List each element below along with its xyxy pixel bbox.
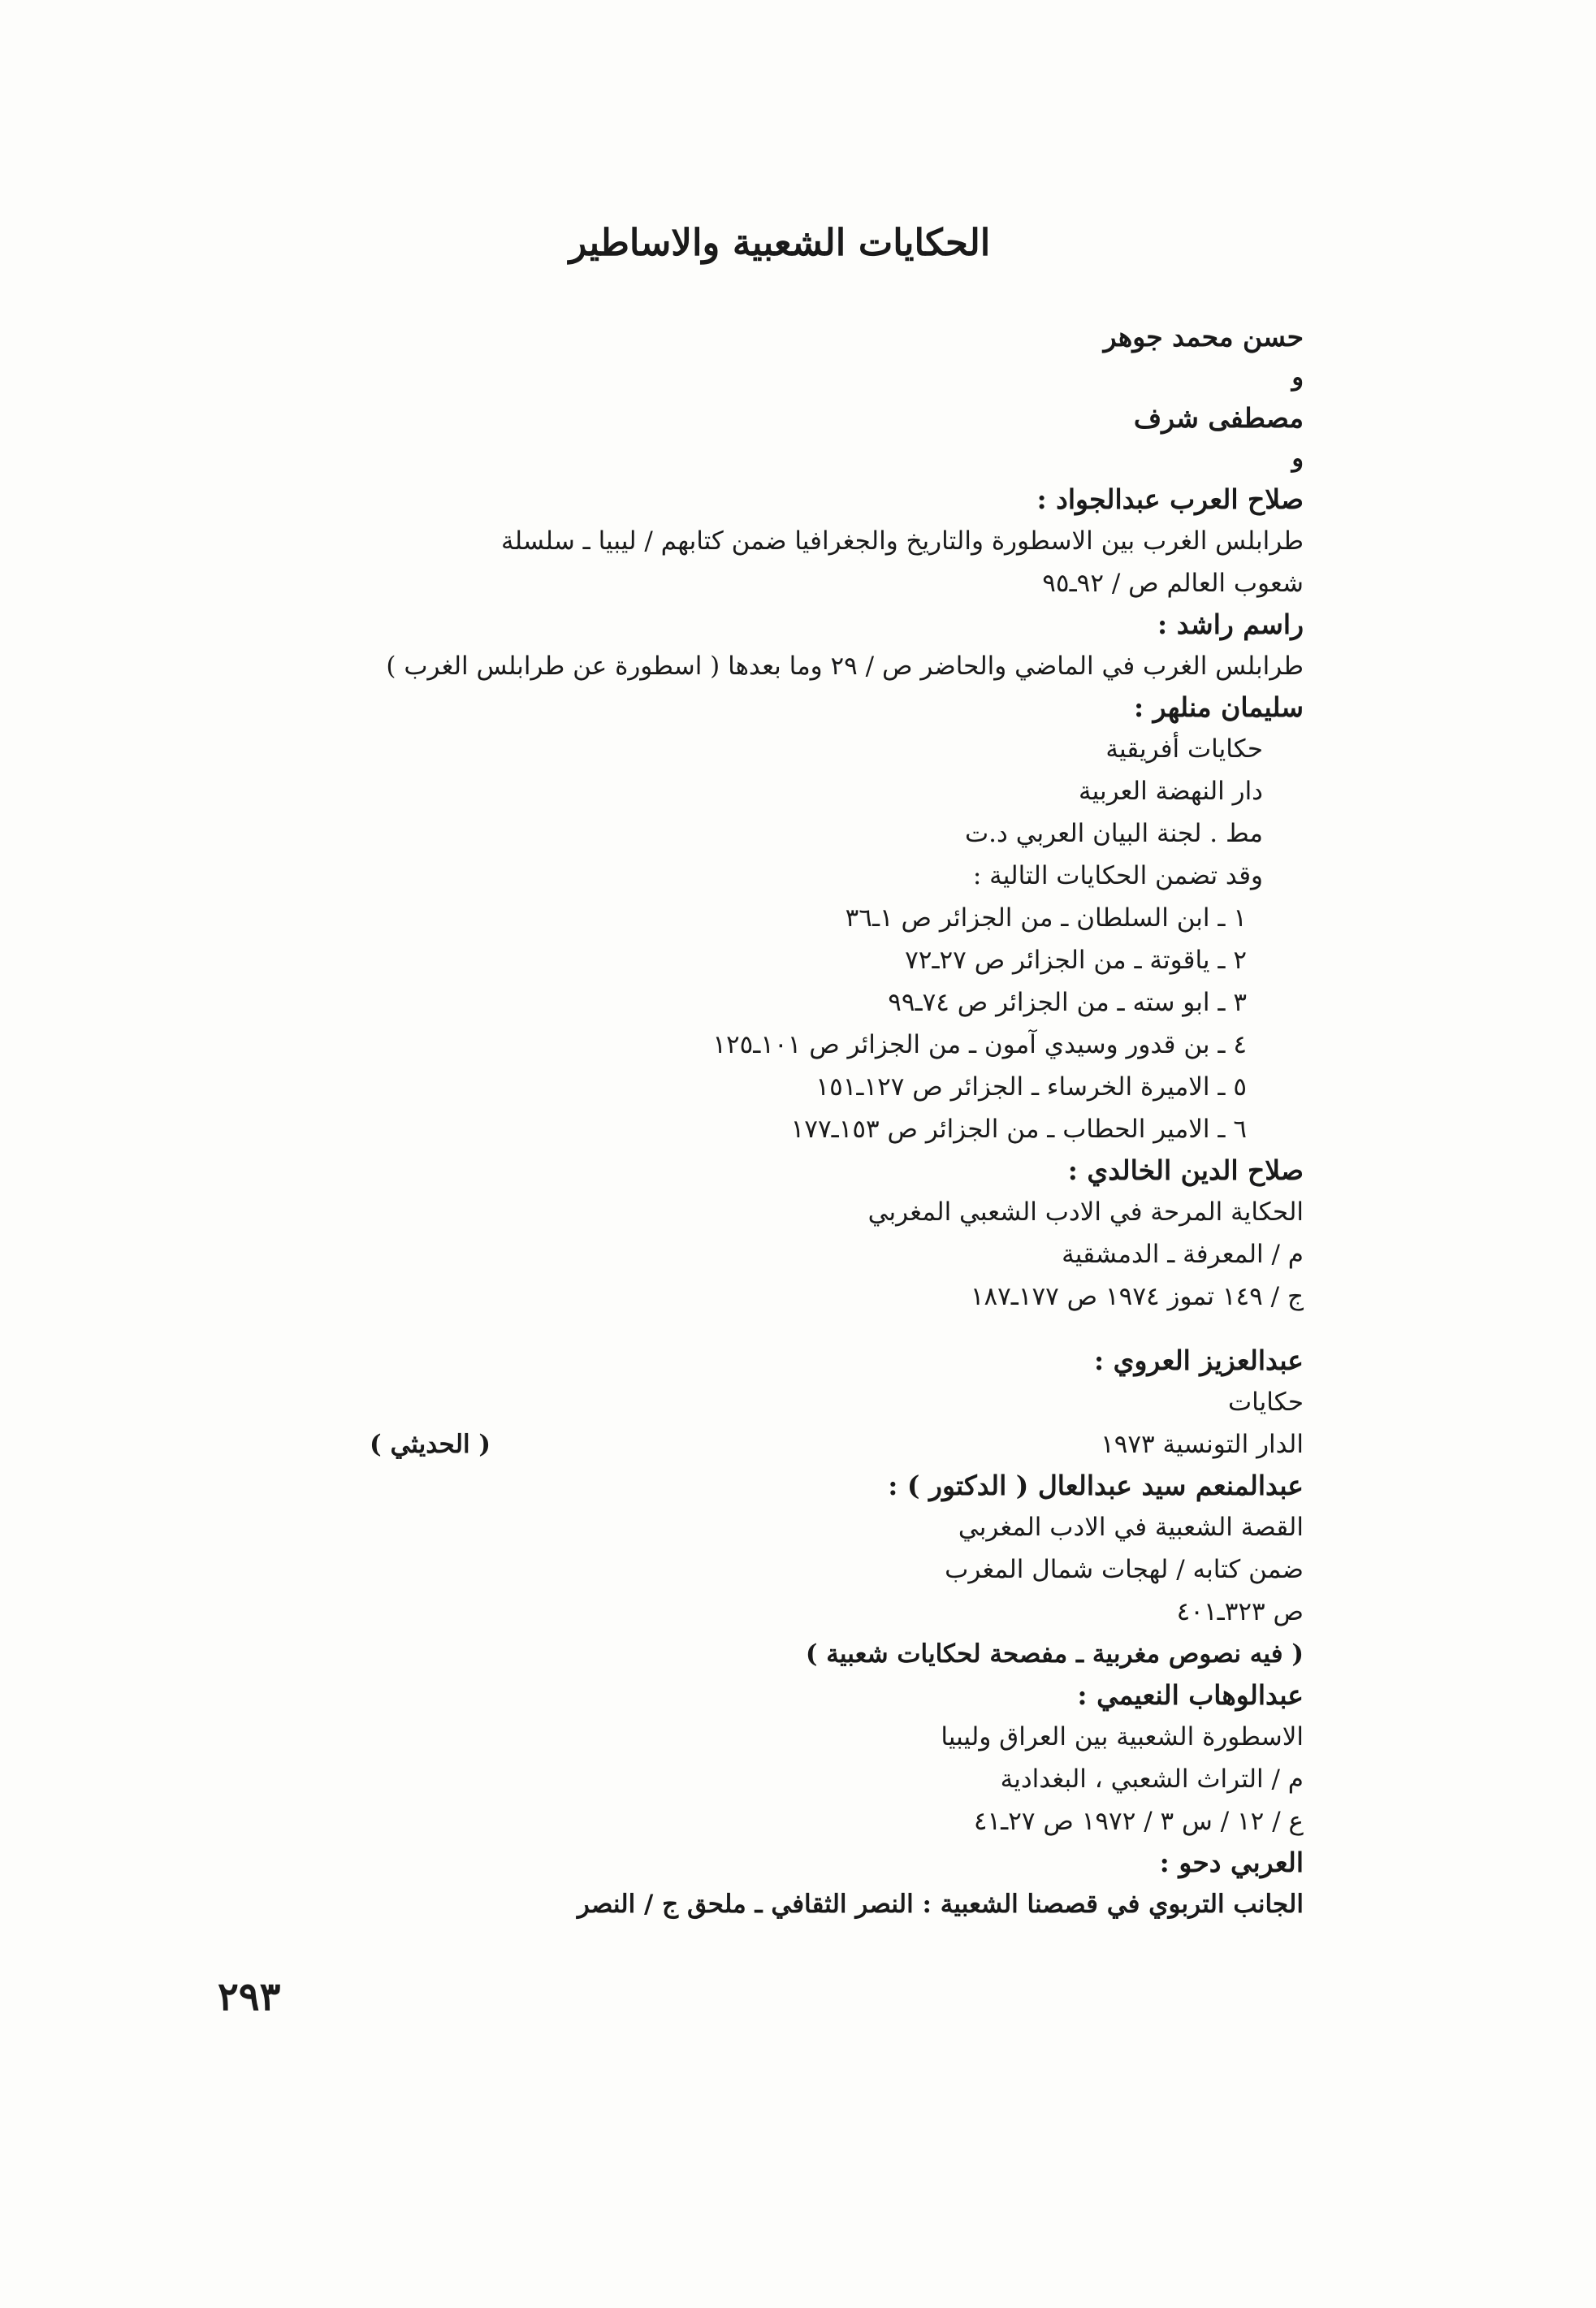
entry-author: راسم راشد :	[1157, 608, 1304, 640]
entry-author: عبدالوهاب النعيمي :	[1077, 1679, 1304, 1711]
entry-author: عبدالمنعم سيد عبدالعال ( الدكتور ) :	[888, 1470, 1304, 1501]
entry-author: عبدالعزيز العروي :	[1094, 1345, 1304, 1376]
entry-detail: ضمن كتابه / لهجات شمال المغرب	[945, 1555, 1304, 1584]
entry-detail: الاسطورة الشعبية بين العراق وليبيا	[941, 1722, 1304, 1752]
entry-author: حسن محمد جوهر	[1103, 321, 1304, 353]
entry-detail: ج / ١٤٩ تموز ١٩٧٤ ص ١٧٧ـ١٨٧	[970, 1282, 1304, 1311]
entry-jawhar	[167, 317, 1304, 604]
list-item: ١ ـ ابن السلطان ـ من الجزائر ص ١ـ٣٦	[845, 903, 1247, 933]
entry-coauthor: مصطفى شرف	[1133, 402, 1304, 434]
list-item: ٥ ـ الاميرة الخرساء ـ الجزائر ص ١٢٧ـ١٥١	[815, 1072, 1247, 1102]
list-item: ٣ ـ ابو سته ـ من الجزائر ص ٧٤ـ٩٩	[888, 988, 1247, 1017]
entry-note: ( الحديثي )	[370, 1430, 491, 1459]
page-title: الحكايات الشعبية والاساطير	[569, 221, 991, 264]
entry-detail: طرابلس الغرب بين الاسطورة والتاريخ والجغرافيا ضمن كتابهم / ليبيا ـ سلسلة	[501, 526, 1304, 556]
bibliography-list	[167, 317, 1304, 1925]
list-item: ٢ ـ ياقوتة ـ من الجزائر ص ٢٧ـ٧٢	[905, 946, 1247, 975]
entry-detail: الحكاية المرحة في الادب الشعبي المغربي	[867, 1197, 1304, 1227]
entry-author: صلاح الدين الخالدي :	[1067, 1154, 1304, 1186]
entry-detail: حكايات أفريقية	[1105, 734, 1263, 764]
spacer	[167, 1318, 1304, 1340]
entry-nuaimi	[167, 1675, 1304, 1843]
entry-dahu	[167, 1843, 1304, 1925]
entry-author: العربي دحو :	[1159, 1847, 1304, 1878]
conjunction: و	[1291, 363, 1304, 392]
entry-detail: الدار التونسية ١٩٧٣	[1101, 1430, 1304, 1459]
entry-khalidi	[167, 1150, 1304, 1318]
entry-detail: دار النهضة العربية	[1078, 777, 1263, 806]
entry-detail: م / التراث الشعبي ، البغدادية	[1000, 1765, 1304, 1794]
list-item: ٦ ـ الامير الحطاب ـ من الجزائر ص ١٥٣ـ١٧٧	[790, 1115, 1247, 1144]
entry-detail: حكايات	[1228, 1388, 1304, 1417]
entry-detail: م / المعرفة ـ الدمشقية	[1062, 1240, 1304, 1269]
entry-detail: ( فيه نصوص مغربية ـ مفصحة لحكايات شعبية )	[805, 1639, 1304, 1669]
entry-detail: شعوب العالم ص / ٩٢ـ٩٥	[1042, 569, 1304, 598]
entry-abdelal	[167, 1466, 1304, 1675]
entry-detail: ص ٣٢٣ـ٤٠١	[1176, 1597, 1304, 1626]
entry-detail: الجانب التربوي في قصصنا الشعبية : النصر الثقافي ـ ملحق ج / النصر	[577, 1890, 1304, 1919]
entry-arawi	[167, 1340, 1304, 1466]
entry-detail: القصة الشعبية في الادب المغربي	[958, 1513, 1304, 1542]
entry-coauthor: صلاح العرب عبدالجواد :	[1036, 483, 1304, 515]
entry-detail: طرابلس الغرب في الماضي والحاضر ص / ٢٩ وما بعدها ( اسطورة عن طرابلس الغرب )	[386, 652, 1304, 681]
list-item: ٤ ـ بن قدور وسيدي آمون ـ من الجزائر ص ١٠١ـ١٢٥	[712, 1030, 1247, 1059]
entry-detail: ع / ١٢ / س ٣ / ١٩٧٢ ص ٢٧ـ٤١	[973, 1807, 1304, 1836]
entry-rashid	[167, 604, 1304, 687]
conjunction: و	[1291, 444, 1304, 473]
entry-munlahir	[167, 687, 1304, 1150]
entry-author: سليمان منلهر :	[1133, 691, 1304, 723]
entry-detail-row	[370, 1423, 1304, 1466]
entry-detail: مط . لجنة البيان العربي د.ت	[965, 819, 1263, 848]
page-number: ٢٩٣	[218, 1974, 281, 2020]
entry-detail: وقد تضمن الحكايات التالية :	[972, 861, 1263, 890]
